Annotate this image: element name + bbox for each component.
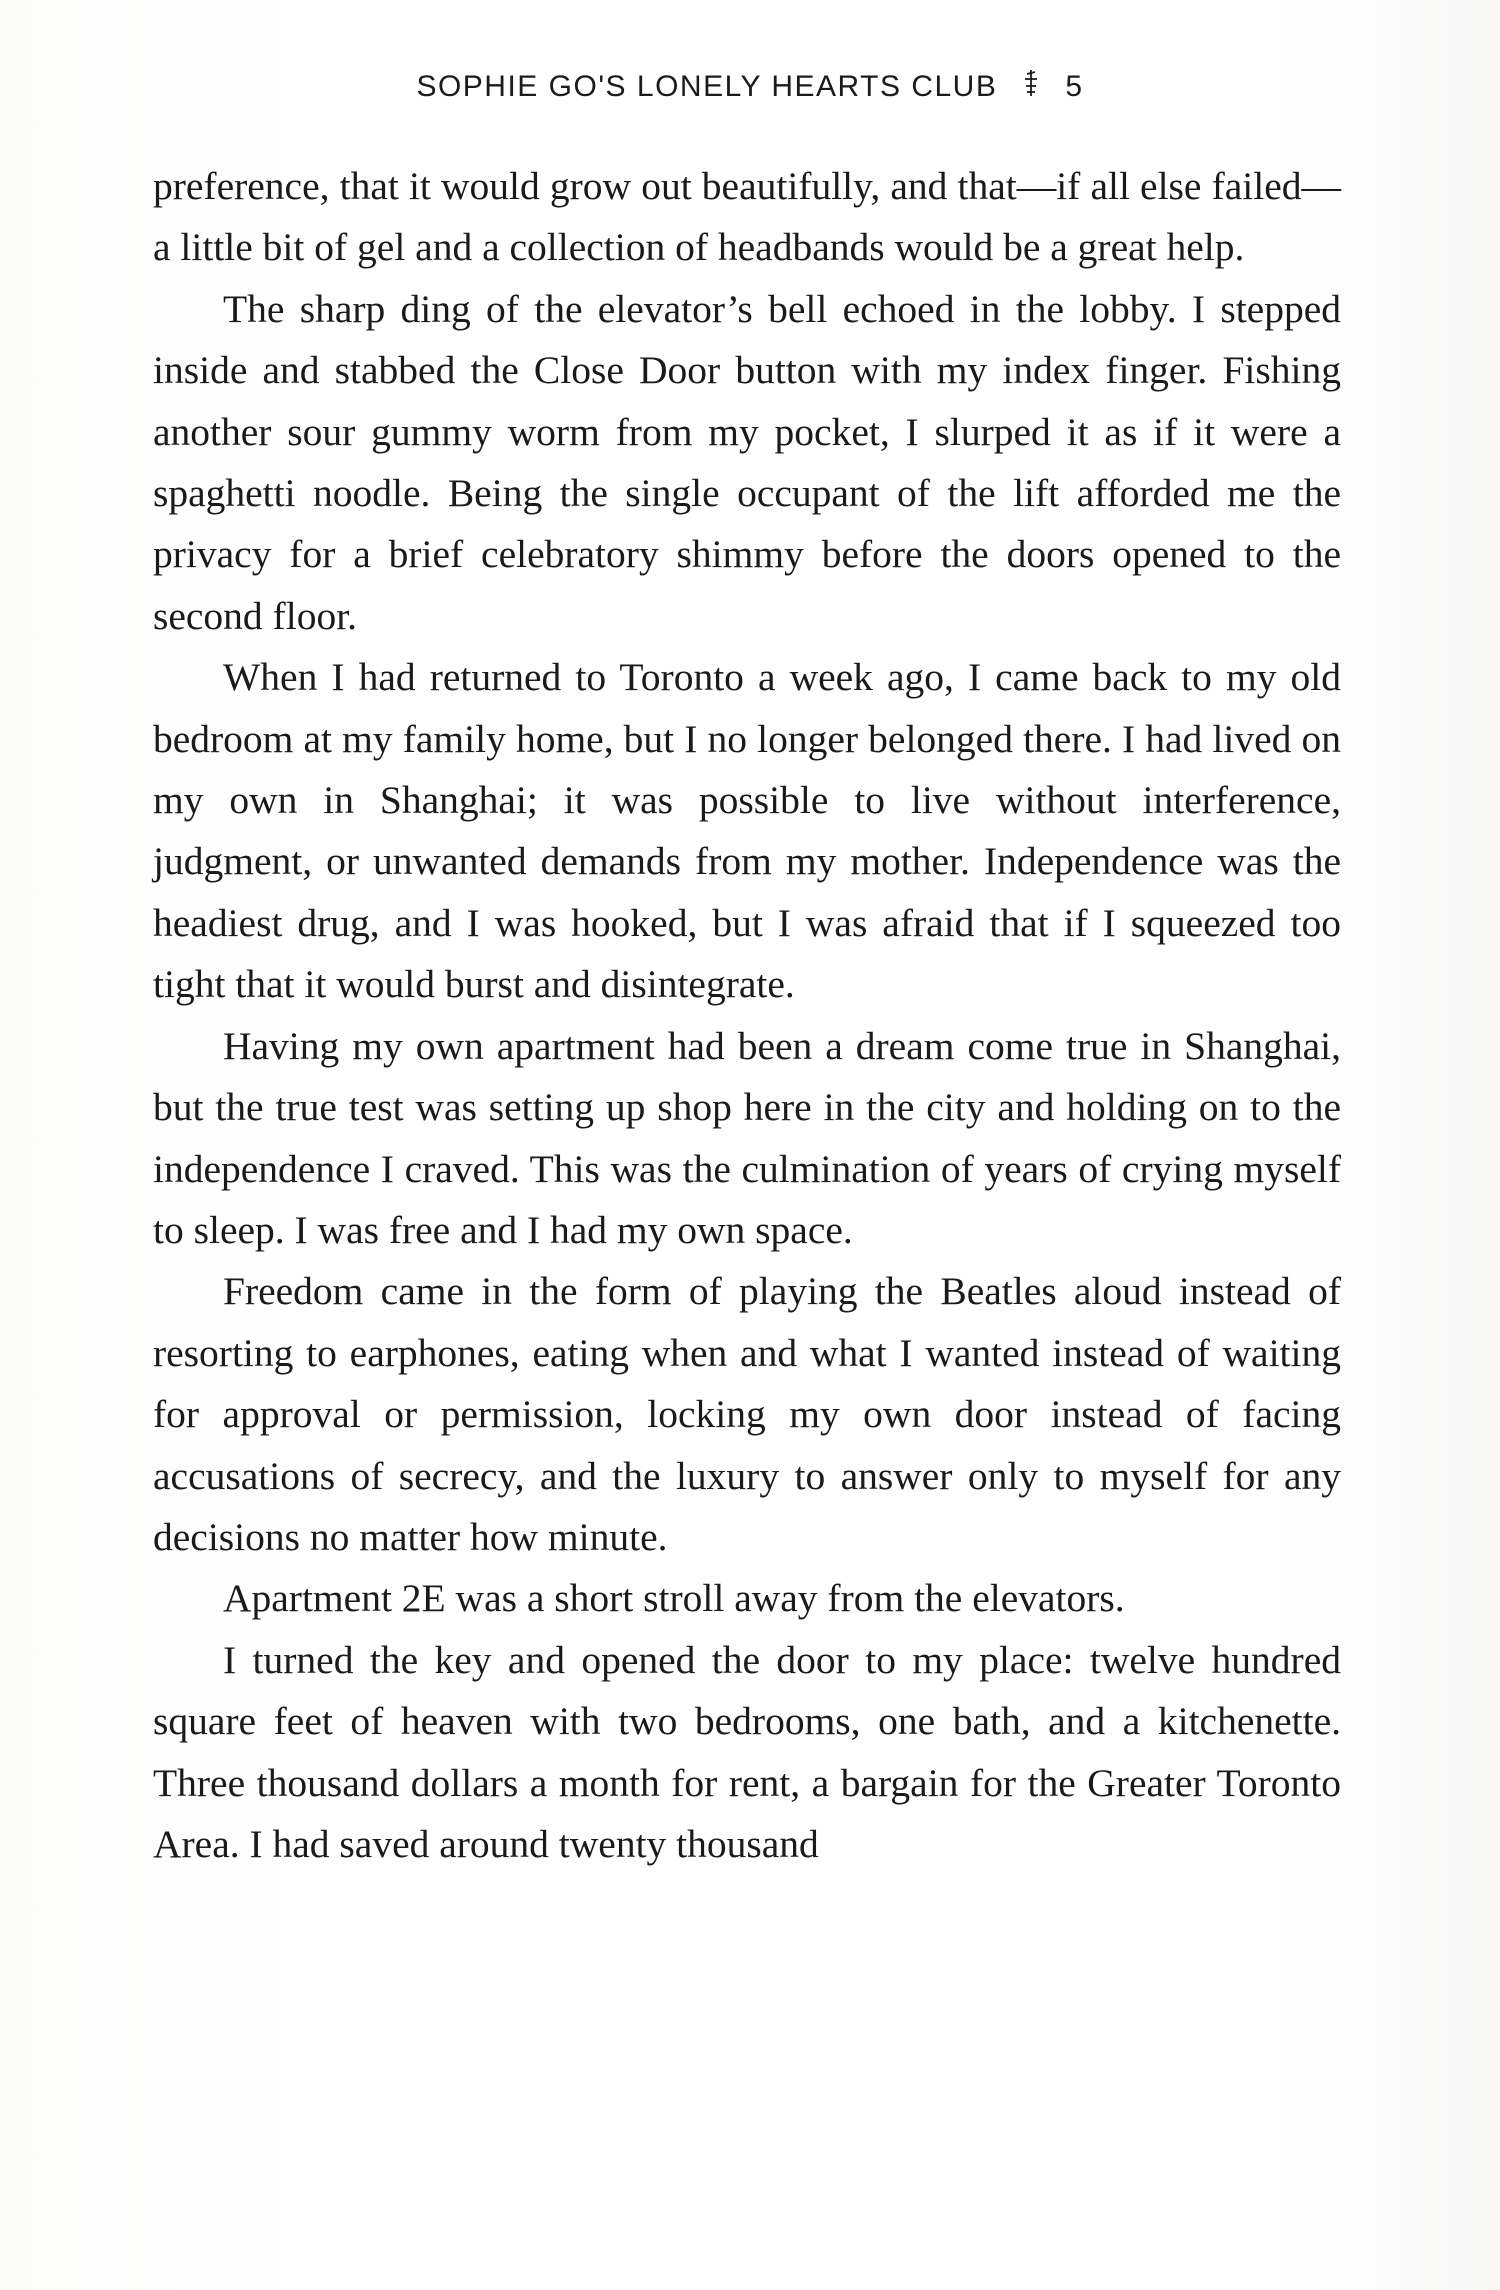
ornament-icon: [1023, 68, 1039, 104]
paragraph: preference, that it would grow out beautifully, and that—if all else failed—a little bit of gel and a collection of headbands would be a great help.: [153, 164, 1341, 270]
running-header: [0, 68, 1500, 104]
paragraph: The sharp ding of the elevator’s bell echoed in the lobby. I stepped inside and stabbed the Close Door button with my index finger. Fishing another sour gummy worm from my pocket, I slurped it as if it were a spaghetti noodle. Being the single occupant of the lift afforded me the privacy for a brief celebratory shimmy before the doors opened to the second floor.: [153, 286, 1341, 638]
paragraph: Having my own apartment had been a dream come true in Shanghai, but the true test was setting up shop here in the city and holding on to the independence I craved. This was the culmination of years of crying myself to sleep. I was free and I had my own space.: [153, 1023, 1341, 1252]
paragraph: Apartment 2E was a short stroll away from the elevators.: [223, 1576, 1125, 1621]
body-text: [153, 156, 1341, 1875]
paragraph: I turned the key and opened the door to my place: twelve hundred square feet of heaven with two bedrooms, one bath, and a kitchenette. Three thousand dollars a month for rent, a bargain for the Greater Toronto Area. I had saved around twenty thousand: [153, 1637, 1341, 1866]
running-title: SOPHIE GO'S LONELY HEARTS CLUB: [416, 70, 998, 103]
page-number: 5: [1065, 70, 1084, 103]
paragraph: When I had returned to Toronto a week ago, I came back to my old bedroom at my family home, but I no longer belonged there. I had lived on my own in Shanghai; it was possible to live without interference, judgment, or unwanted demands from my mother. Independence was the headiest drug, and I was hooked, but I was afraid that if I squeezed too tight that it would burst and disintegrate.: [153, 655, 1341, 1007]
paragraph: Freedom came in the form of playing the Beatles aloud instead of resorting to earphones, eating when and what I wanted instead of waiting for approval or permission, locking my own door instead of facing accusations of secrecy, and the luxury to answer only to myself for any decisions no matter how minute.: [153, 1269, 1341, 1559]
